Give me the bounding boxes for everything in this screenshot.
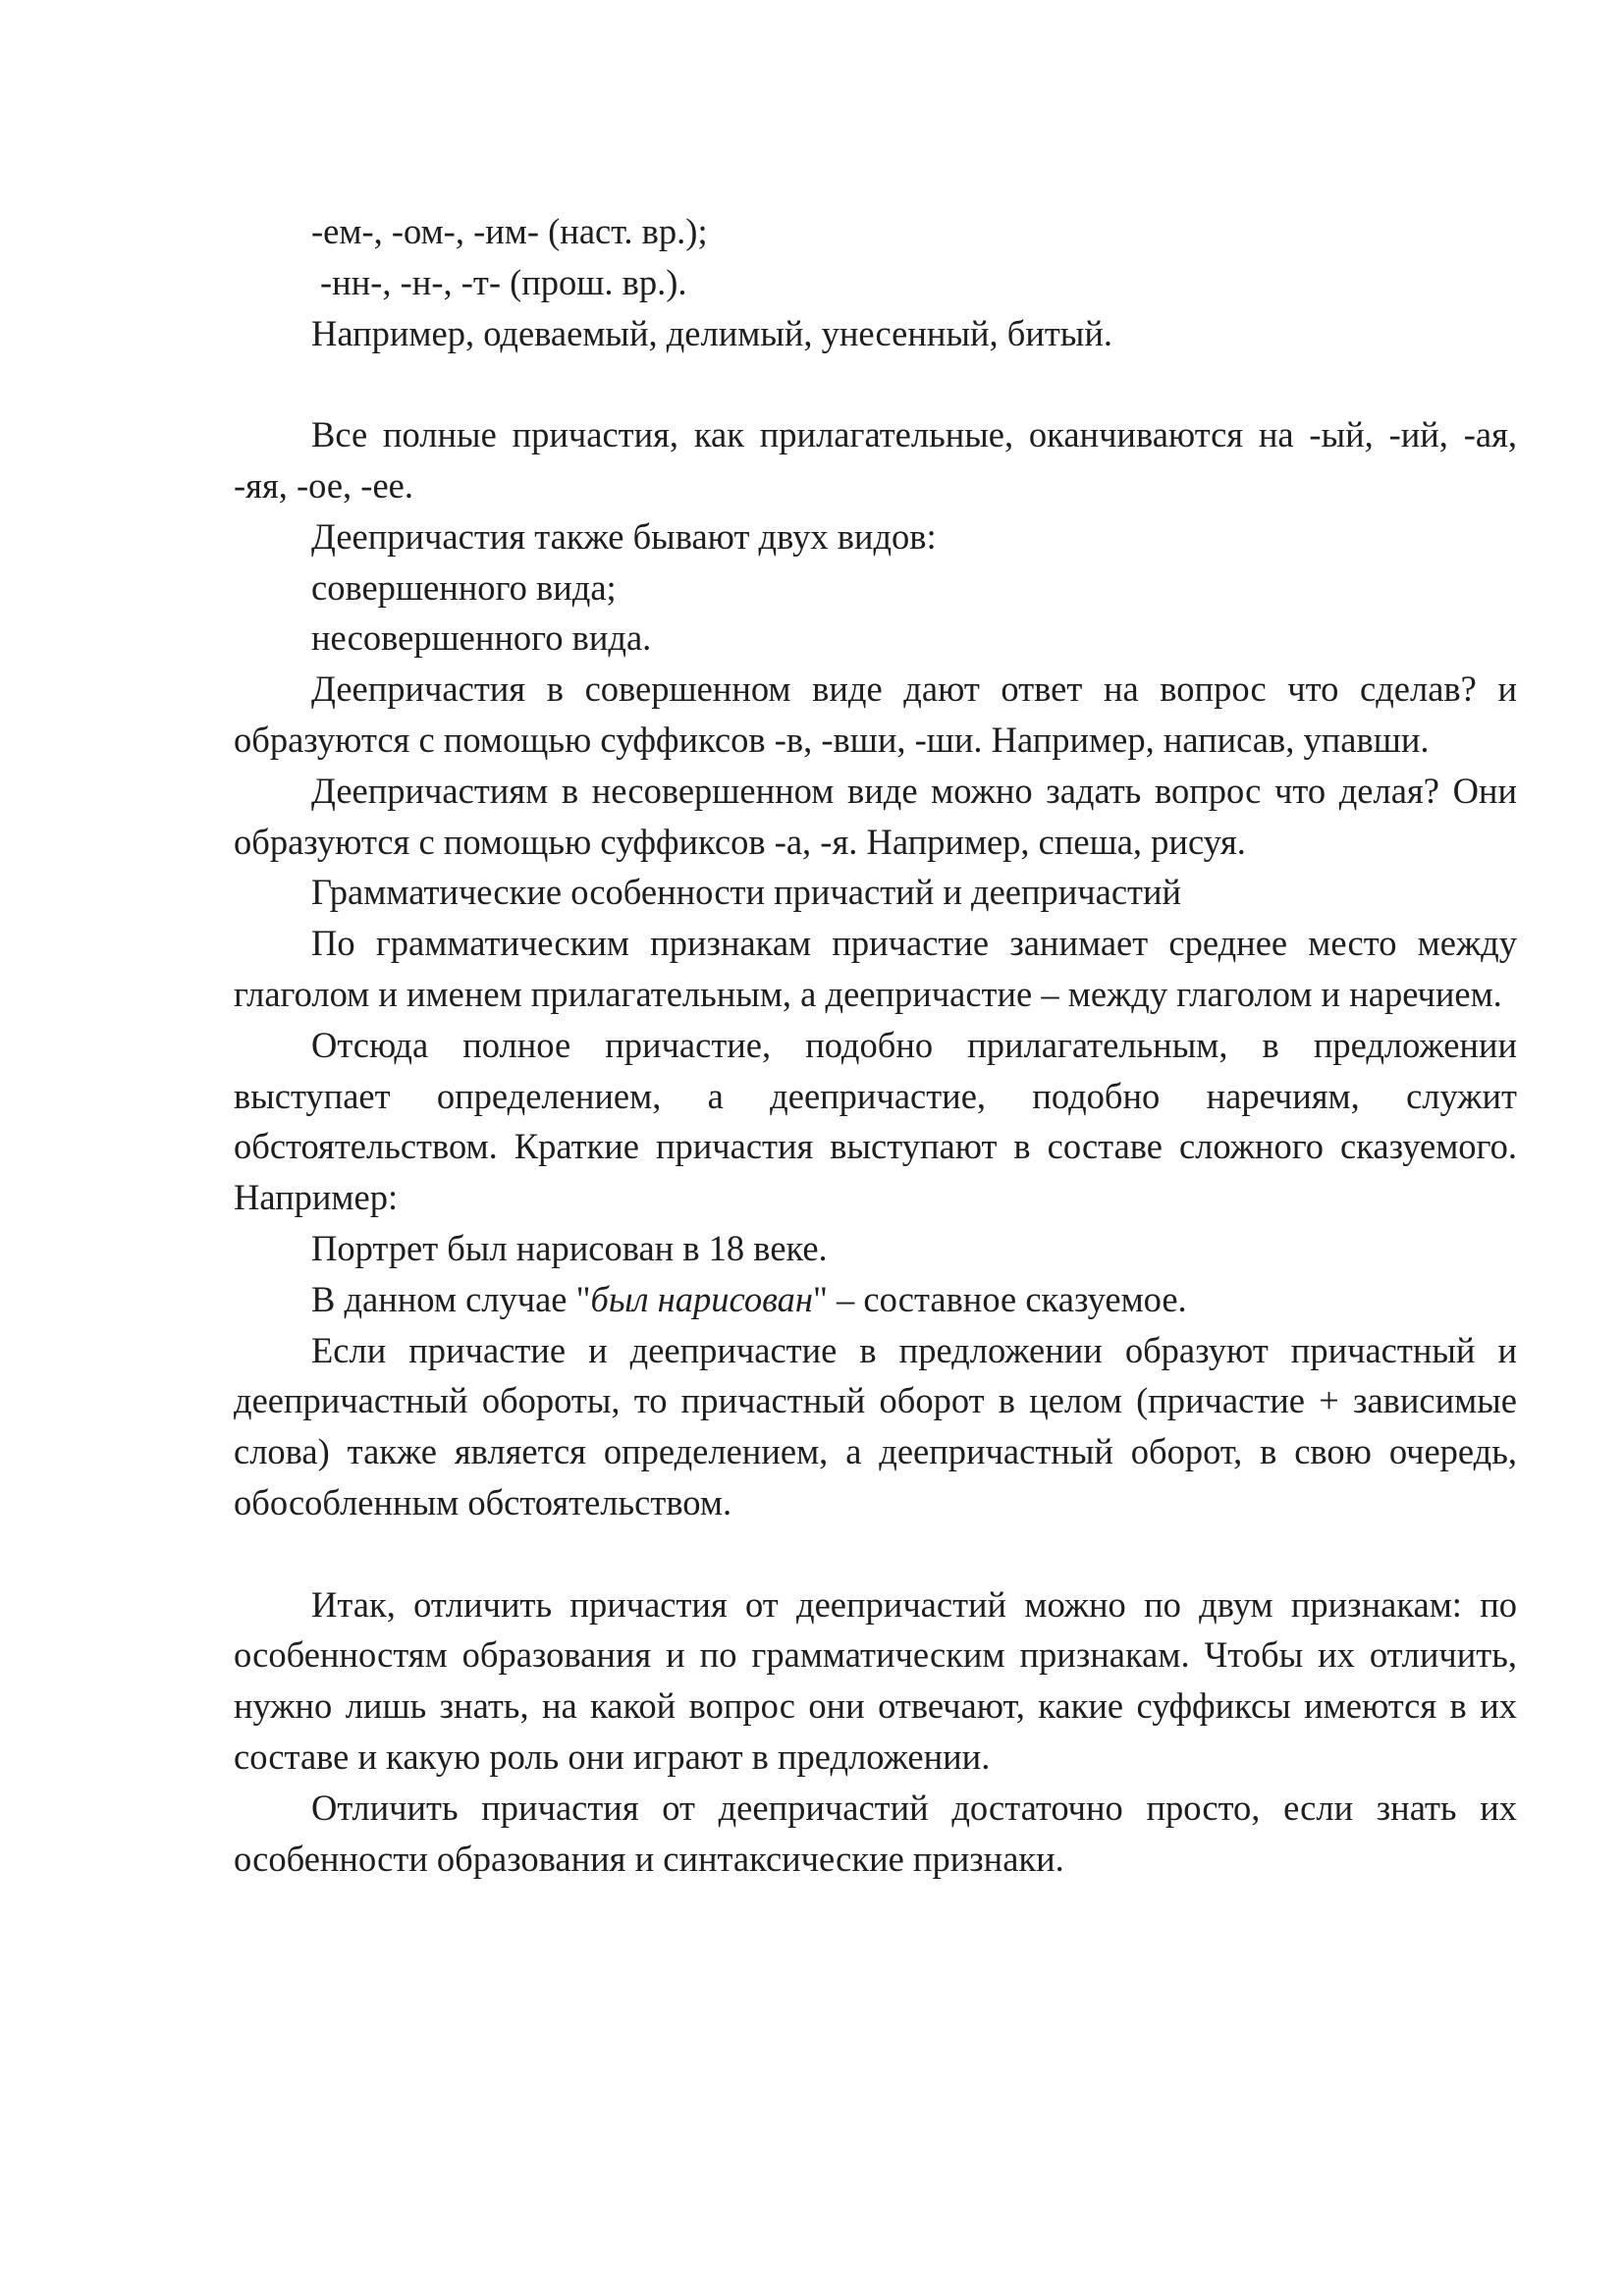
compound-predicate-after: " – составное сказуемое.: [813, 1278, 1187, 1319]
paragraph-imperfective-gerunds: Деепричастиям в несовершенном виде можно задать вопрос что делая? Они образуются с помощью суффиксов -а, -я. Например, спеша, рисуя.: [234, 770, 1517, 862]
paragraph-suffixes-present: -ем-, -ом-, -им- (наст. вр.);: [311, 211, 708, 251]
paragraph-suffixes-past: -нн-, -н-, -т- (прош. вр.).: [320, 261, 687, 302]
paragraph-participial-phrases: Если причастие и деепричастие в предложении образуют причастный и деепричастный обороты, то причастный оборот в целом (причастие + зависимые слова) также является определением, а деепричастный оборот, в свою очередь, обособленным обстоятельством.: [234, 1329, 1517, 1522]
paragraph-summary: Итак, отличить причастия от деепричастий можно по двум признакам: по особенностям образования и по грамматическим признакам. Чтобы их отличить, нужно лишь знать, на какой вопрос они отвечают, какие суффиксы имеются в их составе и какую роль они играют в предложении.: [234, 1583, 1517, 1777]
paragraph-perfective-gerunds: Деепричастия в совершенном виде дают ответ на вопрос что сделав? и образуются с помощью суффиксов -в, -вши, -ши. Например, написав, упавши.: [234, 668, 1517, 760]
paragraph-imperfective: несовершенного вида.: [311, 617, 652, 659]
paragraph-grammar-position: По грамматическим признакам причастие занимает среднее место между глаголом и именем прилагательным, а деепричастие – между глаголом и наречием.: [234, 923, 1517, 1014]
paragraph-gerund-types-intro: Деепричастия также бывают двух видов:: [311, 515, 937, 557]
paragraph-perfective: совершенного вида;: [311, 566, 617, 608]
paragraph-compound-predicate: [234, 1274, 1517, 1325]
compound-predicate-italic: был нарисован: [590, 1278, 814, 1319]
paragraph-examples-passive: Например, одеваемый, делимый, унесенный, битый.: [311, 312, 1112, 353]
paragraph-full-participles-endings: Все полные причастия, как прилагательные, оканчиваются на -ый, -ий, -ая, -яя, -ое, -ее.: [234, 414, 1517, 506]
body-text: [234, 206, 1517, 1884]
paragraph-syntax-role: Отсюда полное причастие, подобно прилагательным, в предложении выступает определением, а деепричастие, подобно наречиям, служит обстоятельством. Краткие причастия выступают в составе сложного сказуемого. Например:: [234, 1024, 1517, 1218]
compound-predicate-before: В данном случае ": [311, 1278, 591, 1319]
paragraph-section-heading: Грамматические особенности причастий и деепричастий: [311, 872, 1182, 913]
paragraph-conclusion: Отличить причастия от деепричастий достаточно просто, если знать их особенности образования и синтаксические признаки.: [234, 1787, 1517, 1879]
paragraph-example-sentence: Портрет был нарисован в 18 веке.: [311, 1227, 828, 1268]
